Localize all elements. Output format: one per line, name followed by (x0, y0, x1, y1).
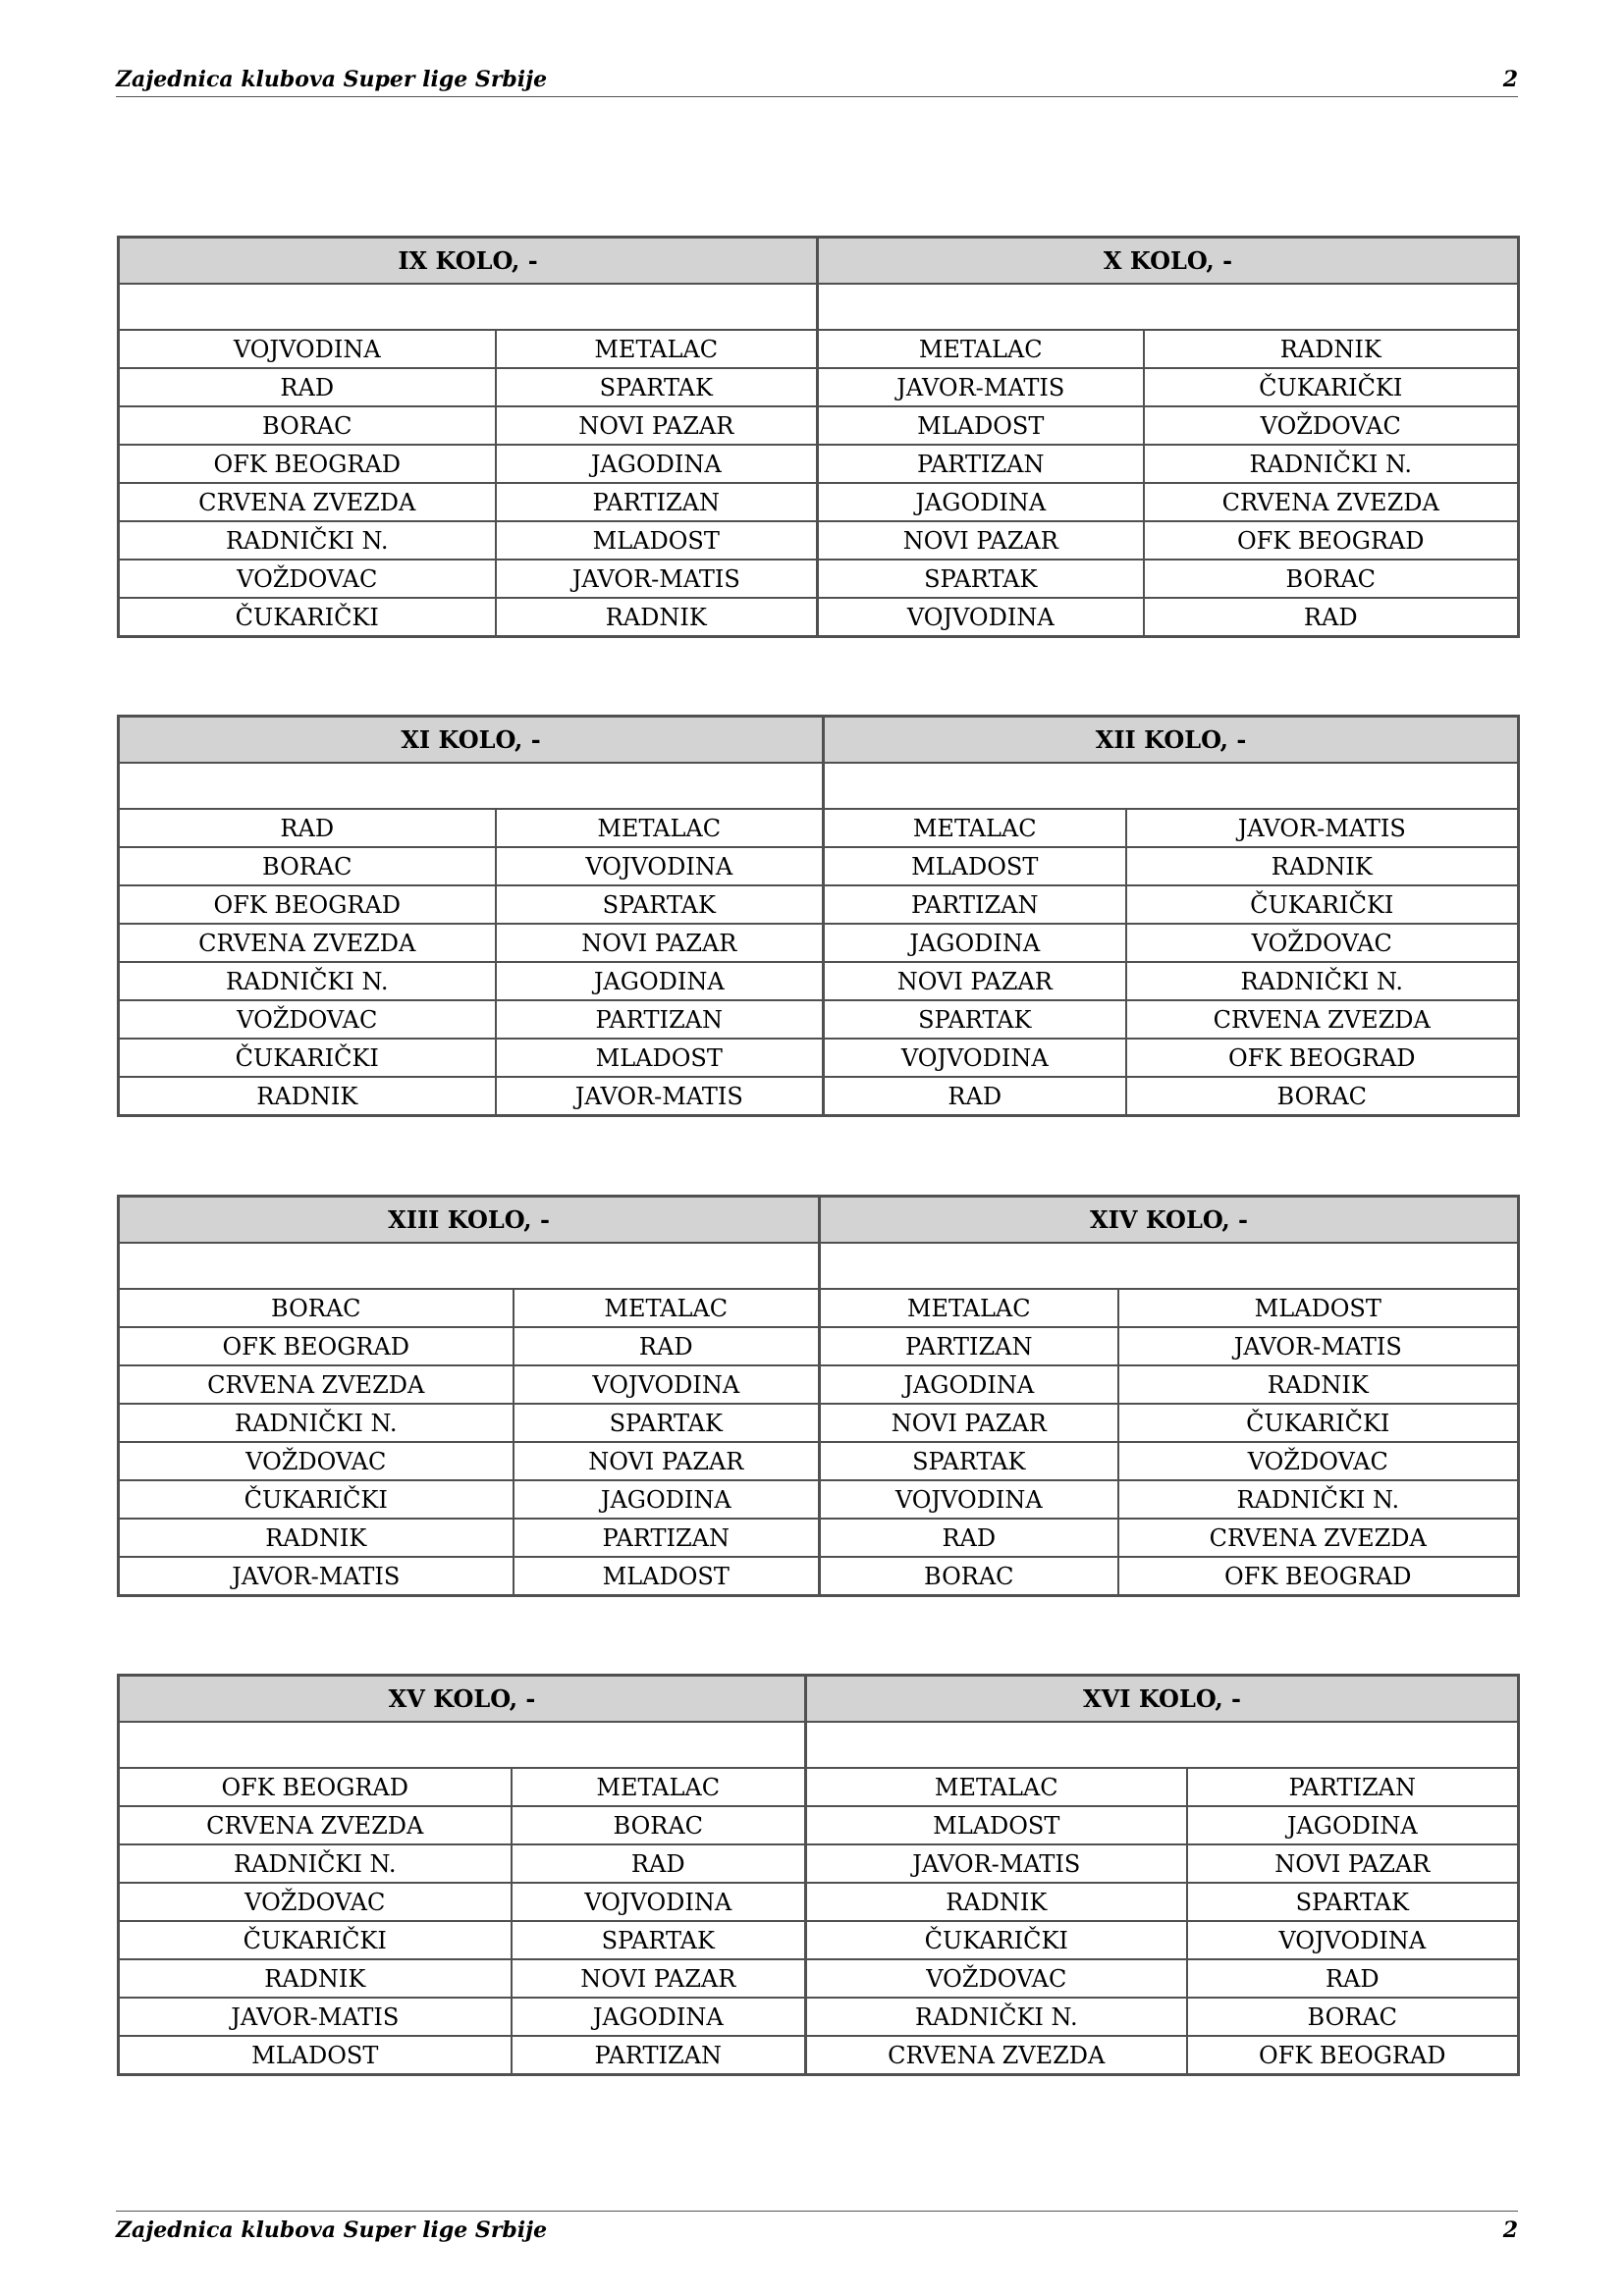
away-team: RAD (512, 1844, 806, 1883)
away-team: ČUKARIČKI (1126, 885, 1519, 924)
away-team: RAD (1187, 1959, 1519, 1998)
away-team: VOŽDOVAC (1126, 924, 1519, 962)
home-team: METALAC (818, 330, 1144, 368)
home-team: ČUKARIČKI (806, 1921, 1187, 1959)
home-team: ČUKARIČKI (119, 598, 496, 637)
away-team: BORAC (1187, 1998, 1519, 2036)
away-team: RADNIČKI N. (1118, 1480, 1519, 1519)
away-team: CRVENA ZVEZDA (1144, 483, 1519, 521)
match-row (119, 924, 1519, 962)
home-team: RADNIČKI N. (119, 521, 496, 560)
away-team: RAD (1144, 598, 1519, 637)
home-team: CRVENA ZVEZDA (119, 924, 496, 962)
home-team: OFK BEOGRAD (119, 445, 496, 483)
home-team: RAD (119, 809, 496, 847)
away-team: MLADOST (514, 1557, 820, 1596)
away-team: PARTIZAN (496, 1000, 824, 1039)
match-row (119, 809, 1519, 847)
away-team: OFK BEOGRAD (1187, 2036, 1519, 2075)
away-team: PARTIZAN (496, 483, 818, 521)
away-team: CRVENA ZVEZDA (1118, 1519, 1519, 1557)
home-team: RADNIČKI N. (119, 962, 496, 1000)
away-team: ČUKARIČKI (1144, 368, 1519, 406)
home-team: OFK BEOGRAD (119, 885, 496, 924)
match-row (119, 1077, 1519, 1116)
away-team: JAVOR-MATIS (496, 560, 818, 598)
home-team: CRVENA ZVEZDA (119, 1806, 512, 1844)
away-team: VOJVODINA (1187, 1921, 1519, 1959)
footer-title: Zajednica klubova Super lige Srbije (116, 2217, 548, 2243)
round-date-cell (820, 1243, 1519, 1289)
home-team: RADNIK (806, 1883, 1187, 1921)
away-team: OFK BEOGRAD (1126, 1039, 1519, 1077)
home-team: VOŽDOVAC (119, 1442, 514, 1480)
away-team: BORAC (1126, 1077, 1519, 1116)
away-team: JAGODINA (512, 1998, 806, 2036)
home-team: PARTIZAN (820, 1327, 1118, 1365)
header-title: Zajednica klubova Super lige Srbije (116, 67, 548, 92)
home-team: NOVI PAZAR (824, 962, 1126, 1000)
match-row (119, 483, 1519, 521)
home-team: VOJVODINA (119, 330, 496, 368)
home-team: JAGODINA (820, 1365, 1118, 1404)
away-team: METALAC (512, 1768, 806, 1806)
away-team: METALAC (514, 1289, 820, 1327)
match-row (119, 962, 1519, 1000)
home-team: ČUKARIČKI (119, 1921, 512, 1959)
match-row (119, 885, 1519, 924)
round-date-cell (119, 1722, 806, 1768)
match-row (119, 1557, 1519, 1596)
home-team: JAVOR-MATIS (119, 1998, 512, 2036)
away-team: VOJVODINA (512, 1883, 806, 1921)
header-page-number: 2 (1502, 67, 1518, 92)
round-table (117, 1195, 1520, 1597)
away-team: SPARTAK (496, 368, 818, 406)
away-team: SPARTAK (512, 1921, 806, 1959)
match-row (119, 521, 1519, 560)
match-row (119, 2036, 1519, 2075)
home-team: VOŽDOVAC (119, 560, 496, 598)
match-row (119, 1039, 1519, 1077)
round-title: XVI KOLO, - (806, 1676, 1519, 1723)
match-row (119, 1998, 1519, 2036)
away-team: RADNIK (1126, 847, 1519, 885)
away-team: SPARTAK (1187, 1883, 1519, 1921)
home-team: ČUKARIČKI (119, 1039, 496, 1077)
home-team: RAD (820, 1519, 1118, 1557)
home-team: OFK BEOGRAD (119, 1768, 512, 1806)
home-team: MLADOST (818, 406, 1144, 445)
home-team: RADNIK (119, 1077, 496, 1116)
page-header (116, 65, 1518, 97)
match-row (119, 598, 1519, 637)
away-team: MLADOST (496, 521, 818, 560)
round-table (117, 1674, 1520, 2076)
away-team: JAGODINA (514, 1480, 820, 1519)
home-team: JAVOR-MATIS (119, 1557, 514, 1596)
home-team: RADNIČKI N. (119, 1404, 514, 1442)
home-team: ČUKARIČKI (119, 1480, 514, 1519)
round-date-cell (824, 763, 1519, 809)
home-team: VOŽDOVAC (119, 1000, 496, 1039)
match-row (119, 1844, 1519, 1883)
round-title-row (119, 1676, 1519, 1723)
match-row (119, 406, 1519, 445)
home-team: BORAC (119, 847, 496, 885)
round-title-row (119, 717, 1519, 764)
away-team: VOŽDOVAC (1144, 406, 1519, 445)
away-team: BORAC (512, 1806, 806, 1844)
home-team: CRVENA ZVEZDA (119, 483, 496, 521)
away-team: ČUKARIČKI (1118, 1404, 1519, 1442)
away-team: MLADOST (1118, 1289, 1519, 1327)
home-team: RADNIČKI N. (119, 1844, 512, 1883)
match-row (119, 1959, 1519, 1998)
match-row (119, 368, 1519, 406)
round-date-row (119, 763, 1519, 809)
away-team: NOVI PAZAR (514, 1442, 820, 1480)
away-team: SPARTAK (514, 1404, 820, 1442)
home-team: VOJVODINA (818, 598, 1144, 637)
away-team: OFK BEOGRAD (1118, 1557, 1519, 1596)
home-team: METALAC (806, 1768, 1187, 1806)
home-team: NOVI PAZAR (818, 521, 1144, 560)
home-team: BORAC (119, 1289, 514, 1327)
round-date-row (119, 1243, 1519, 1289)
round-table (117, 236, 1520, 638)
footer-page-number: 2 (1502, 2217, 1518, 2243)
away-team: PARTIZAN (1187, 1768, 1519, 1806)
match-row (119, 445, 1519, 483)
home-team: SPARTAK (824, 1000, 1126, 1039)
away-team: JAVOR-MATIS (496, 1077, 824, 1116)
away-team: JAGODINA (496, 962, 824, 1000)
home-team: BORAC (119, 406, 496, 445)
match-row (119, 1404, 1519, 1442)
home-team: CRVENA ZVEZDA (806, 2036, 1187, 2075)
round-table (117, 715, 1520, 1117)
round-title: XV KOLO, - (119, 1676, 806, 1723)
match-row (119, 1289, 1519, 1327)
home-team: METALAC (820, 1289, 1118, 1327)
away-team: MLADOST (496, 1039, 824, 1077)
away-team: NOVI PAZAR (1187, 1844, 1519, 1883)
home-team: BORAC (820, 1557, 1118, 1596)
away-team: NOVI PAZAR (496, 406, 818, 445)
home-team: RAD (119, 368, 496, 406)
round-title-row (119, 238, 1519, 285)
away-team: RADNIK (1118, 1365, 1519, 1404)
round-date-row (119, 1722, 1519, 1768)
match-row (119, 1883, 1519, 1921)
round-block (117, 715, 1517, 1117)
away-team: RADNIČKI N. (1126, 962, 1519, 1000)
home-team: PARTIZAN (824, 885, 1126, 924)
round-title: IX KOLO, - (119, 238, 818, 285)
round-date-cell (119, 284, 818, 330)
match-row (119, 1365, 1519, 1404)
home-team: RADNIK (119, 1959, 512, 1998)
round-date-cell (806, 1722, 1519, 1768)
home-team: MLADOST (824, 847, 1126, 885)
home-team: CRVENA ZVEZDA (119, 1365, 514, 1404)
away-team: RAD (514, 1327, 820, 1365)
match-row (119, 330, 1519, 368)
home-team: JAVOR-MATIS (818, 368, 1144, 406)
away-team: NOVI PAZAR (496, 924, 824, 962)
home-team: SPARTAK (818, 560, 1144, 598)
home-team: PARTIZAN (818, 445, 1144, 483)
away-team: NOVI PAZAR (512, 1959, 806, 1998)
away-team: PARTIZAN (512, 2036, 806, 2075)
home-team: MLADOST (806, 1806, 1187, 1844)
away-team: RADNIK (496, 598, 818, 637)
home-team: RAD (824, 1077, 1126, 1116)
round-date-cell (818, 284, 1519, 330)
match-row (119, 1519, 1519, 1557)
round-block (117, 1195, 1517, 1597)
match-row (119, 560, 1519, 598)
away-team: METALAC (496, 330, 818, 368)
round-title: XII KOLO, - (824, 717, 1519, 764)
round-block (117, 1674, 1517, 2076)
away-team: VOŽDOVAC (1118, 1442, 1519, 1480)
home-team: JAVOR-MATIS (806, 1844, 1187, 1883)
match-row (119, 1000, 1519, 1039)
match-row (119, 847, 1519, 885)
home-team: NOVI PAZAR (820, 1404, 1118, 1442)
page-footer (116, 2211, 1518, 2245)
round-title: XIII KOLO, - (119, 1197, 820, 1244)
match-row (119, 1480, 1519, 1519)
match-row (119, 1327, 1519, 1365)
away-team: METALAC (496, 809, 824, 847)
home-team: VOJVODINA (820, 1480, 1118, 1519)
match-row (119, 1921, 1519, 1959)
home-team: MLADOST (119, 2036, 512, 2075)
round-date-cell (119, 763, 824, 809)
match-row (119, 1768, 1519, 1806)
away-team: RADNIK (1144, 330, 1519, 368)
away-team: JAVOR-MATIS (1118, 1327, 1519, 1365)
away-team: VOJVODINA (496, 847, 824, 885)
round-title: X KOLO, - (818, 238, 1519, 285)
home-team: JAGODINA (824, 924, 1126, 962)
match-row (119, 1442, 1519, 1480)
round-title-row (119, 1197, 1519, 1244)
away-team: JAVOR-MATIS (1126, 809, 1519, 847)
home-team: RADNIK (119, 1519, 514, 1557)
home-team: RADNIČKI N. (806, 1998, 1187, 2036)
away-team: JAGODINA (1187, 1806, 1519, 1844)
home-team: SPARTAK (820, 1442, 1118, 1480)
away-team: RADNIČKI N. (1144, 445, 1519, 483)
home-team: OFK BEOGRAD (119, 1327, 514, 1365)
away-team: OFK BEOGRAD (1144, 521, 1519, 560)
home-team: VOŽDOVAC (806, 1959, 1187, 1998)
round-date-cell (119, 1243, 820, 1289)
away-team: CRVENA ZVEZDA (1126, 1000, 1519, 1039)
away-team: PARTIZAN (514, 1519, 820, 1557)
home-team: METALAC (824, 809, 1126, 847)
away-team: SPARTAK (496, 885, 824, 924)
away-team: JAGODINA (496, 445, 818, 483)
round-title: XI KOLO, - (119, 717, 824, 764)
round-title: XIV KOLO, - (820, 1197, 1519, 1244)
home-team: VOŽDOVAC (119, 1883, 512, 1921)
match-row (119, 1806, 1519, 1844)
away-team: VOJVODINA (514, 1365, 820, 1404)
home-team: VOJVODINA (824, 1039, 1126, 1077)
away-team: BORAC (1144, 560, 1519, 598)
home-team: JAGODINA (818, 483, 1144, 521)
round-block (117, 236, 1517, 638)
round-date-row (119, 284, 1519, 330)
